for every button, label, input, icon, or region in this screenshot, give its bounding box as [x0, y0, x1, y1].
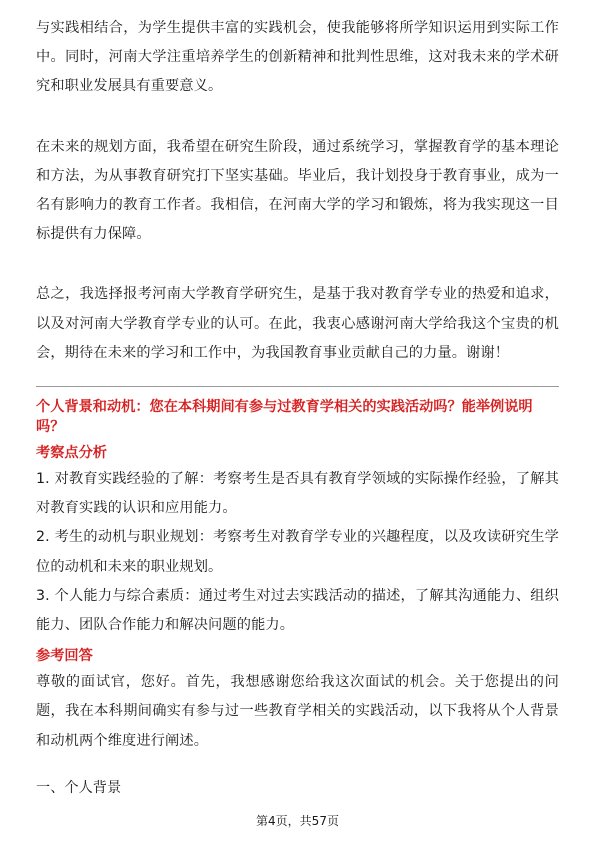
body-paragraph-2: 在未来的规划方面，我希望在研究生阶段，通过系统学习，掌握教育学的基本理论和方法，为从事教育研究打下坚实基础。毕业后，我计划投身于教育事业，成为一名有影响力的教育工作者。我相信，在河南大学的学习和锻炼，将为我实现这一目标提供有力保障。	[36, 138, 559, 243]
page-content	[36, 14, 559, 756]
page-footer: 第4页，共57页	[256, 814, 339, 828]
section-heading: 一、个人背景	[36, 780, 122, 796]
section-divider	[36, 386, 559, 387]
body-paragraph-3: 总之，我选择报考河南大学教育学研究生，是基于我对教育学专业的热爱和追求，以及对河南大学教育学专业的认可。在此，我衷心感谢河南大学给我这个宝贵的机会，期待在未来的学习和工作中，为我国教育事业贡献自己的力量。谢谢！	[36, 286, 559, 361]
analysis-item-2: 2. 考生的动机与职业规划：考察考生对教育学专业的兴趣程度，以及攻读研究生学位的动机和未来的职业规划。	[36, 529, 559, 575]
answer-label: 参考回答	[36, 648, 93, 665]
answer-text: 尊敬的面试官，您好。首先，我想感谢您给我这次面试的机会。关于您提出的问题，我在本科期间确实有参与过一些教育学相关的实践活动，以下我将从个人背景和动机两个维度进行阐述。	[36, 674, 559, 749]
analysis-item-3: 3. 个人能力与综合素质：通过考生对过去实践活动的描述，了解其沟通能力、组织能力、团队合作能力和解决问题的能力。	[36, 587, 559, 634]
interview-question: 个人背景和动机：您在本科期间有参与过教育学相关的实践活动吗？能举例说明吗？	[36, 399, 533, 436]
body-paragraph-1: 与实践相结合，为学生提供丰富的实践机会，使我能够将所学知识运用到实际工作中。同时，河南大学注重培养学生的创新精神和批判性思维，这对我未来的学术研究和职业发展具有重要意义。	[36, 20, 559, 95]
analysis-item-1: 1. 对教育实践经验的了解：考察考生是否具有教育学领域的实际操作经验，了解其对教育实践的认识和应用能力。	[36, 471, 559, 517]
analysis-label: 考察点分析	[36, 445, 107, 462]
